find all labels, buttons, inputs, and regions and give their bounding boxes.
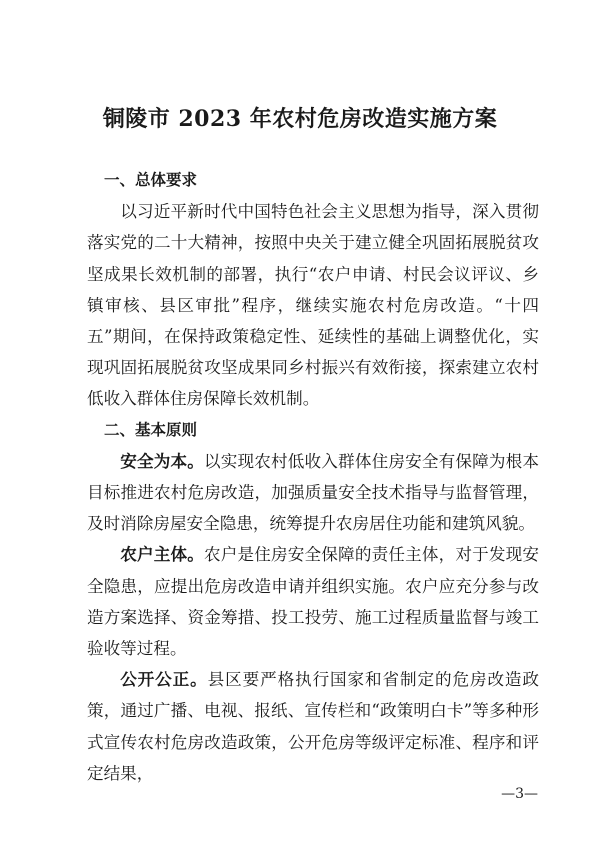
section-heading-basic-principles: 二、基本原则 — [104, 420, 198, 439]
paragraph-text: 县区要严格执行国家和省制定的危房改造政策，通过广播、电视、报纸、宣传栏和“政策明白卡”等多种形式宣传农村危房改造政策，公开危房等级评定标准、程序和评定结果， — [87, 670, 540, 783]
paragraph-text: 农户是住房安全保障的责任主体，对于发现安全隐患，应提出危房改造申请并组织实施。农户应充分参与改造方案选择、资金筹措、投工投劳、施工过程质量监督与竣工验收等过程。 — [87, 545, 540, 659]
paragraph-text: 以实现农村低收入群体住房安全有保障为根本目标推进农村危房改造，加强质量安全技术指导与监督管理，及时消除房屋安全隐患，统筹提升农房居住功能和建筑风貌。 — [87, 451, 540, 534]
paragraph-lead: 公开公正。 — [120, 669, 208, 690]
document-body — [87, 165, 539, 789]
page-number: —3— — [501, 786, 538, 802]
paragraph-text: 以习近平新时代中国特色社会主义思想为指导，深入贯彻落实党的二十大精神，按照中央关于建立健全巩固拓展脱贫攻坚成果长效机制的部署，执行“农户申请、村民会议评议、乡镇审核、县区审批”程序，继续实施农村危房改造。“十四五”期间，在保持政策稳定性、延续性的基础上调整优化，实现巩固拓展脱贫攻坚成果同乡村振兴有效衔接，探索建立农村低收入群体住房保障长效机制。 — [87, 202, 539, 409]
paragraph-farmer-subject — [87, 539, 539, 664]
document-title: 铜陵市 2023 年农村危房改造实施方案 — [102, 106, 498, 132]
paragraph-lead: 农户主体。 — [120, 544, 204, 565]
paragraph-safety-first — [87, 446, 539, 540]
paragraph-lead: 安全为本。 — [120, 450, 204, 471]
paragraph-overall-requirements — [87, 196, 539, 414]
paragraph-open-fair — [87, 664, 539, 789]
section-heading-overall-requirements: 一、总体要求 — [104, 171, 198, 189]
